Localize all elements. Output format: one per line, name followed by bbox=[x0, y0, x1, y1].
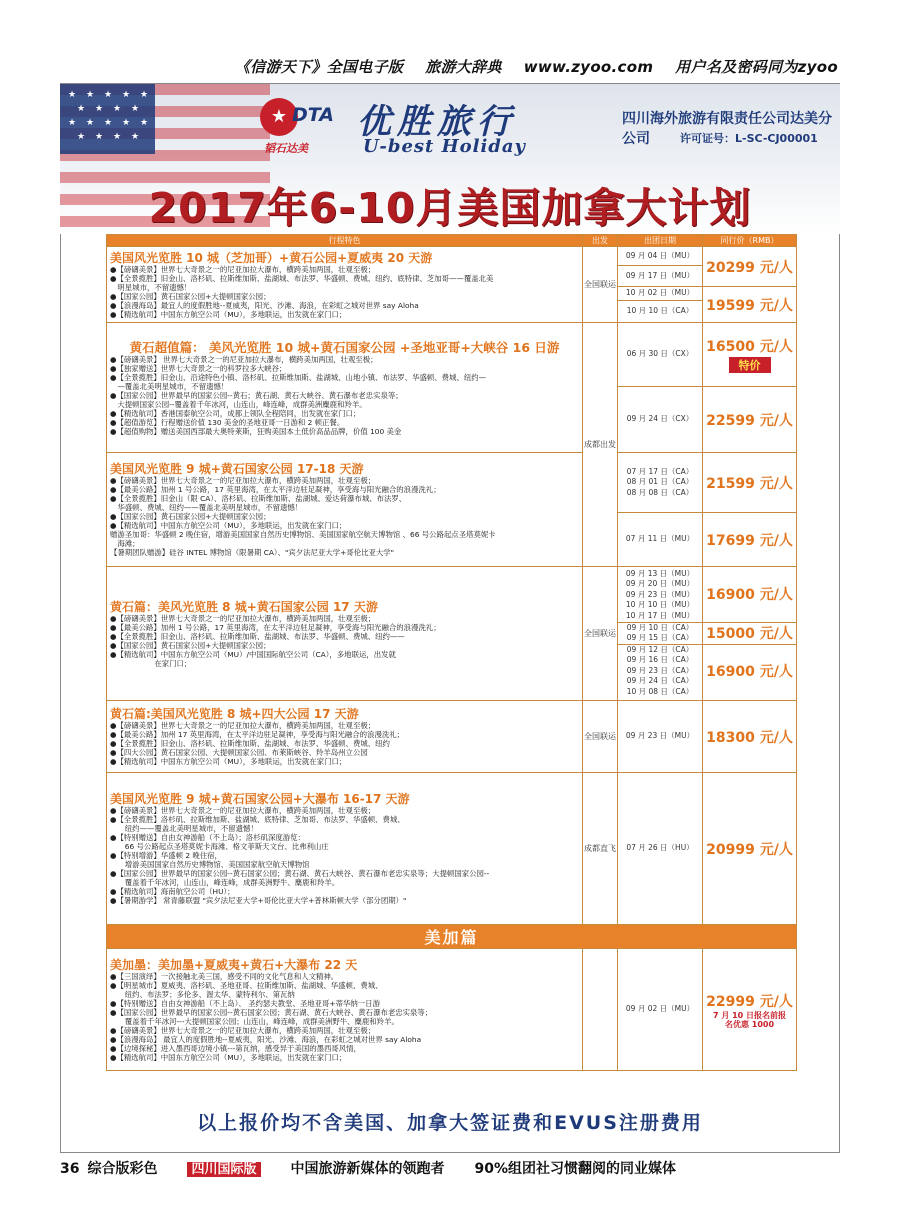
itinerary-line: ●【超值购物】赠送美国西部最大奥特莱斯，狂购美国本土低价高品品牌，价值 100 美金 bbox=[110, 426, 402, 436]
itinerary-line: 纽约、布法罗；多伦多、渥太华、蒙特利尔、第瓦纳 bbox=[110, 989, 295, 999]
departure-cell: 成都出发 bbox=[583, 323, 618, 567]
departure-cell: 成都直飞 bbox=[583, 773, 618, 925]
login-hint: 用户名及密码同为zyoo bbox=[675, 58, 838, 76]
date-entry: 08 月 01 日（CA） bbox=[626, 477, 694, 487]
brand-name: 优胜旅行 bbox=[357, 102, 517, 142]
itinerary-description bbox=[107, 567, 583, 701]
itinerary-description bbox=[107, 701, 583, 773]
date-cell bbox=[618, 453, 703, 513]
dta-logo-text: DTA bbox=[292, 104, 334, 126]
itinerary-line: 66 号公路起点圣塔莫妮卡海滩、格文菲斯天文台、比弗利山庄 bbox=[110, 842, 329, 851]
date-cell: 06 月 30 日（CX） bbox=[618, 323, 703, 387]
page-number: 36 bbox=[60, 1161, 80, 1177]
date-entry: 10 月 10 日（MU） bbox=[625, 600, 695, 609]
price-cell: 18300 元/人 bbox=[703, 701, 797, 773]
itinerary-line: ●【最美公路】加州 1 号公路，17 英里海湾，在太平洋边驻足凝神，享受海与阳光融合的浪漫洗礼； bbox=[110, 485, 441, 494]
price-cell bbox=[703, 323, 797, 387]
col-header-price: 同行价（RMB） bbox=[703, 235, 797, 247]
date-cell bbox=[618, 567, 703, 701]
date-entry: 08 月 08 日（CA） bbox=[626, 487, 694, 497]
price-group: 16900 元/人 bbox=[706, 663, 793, 680]
price-cell bbox=[703, 567, 797, 701]
itinerary-line: ●【暑期游学】 常青藤联盟 "宾夕法尼亚大学+哥伦比亚大学+普林斯顿大学（部分团期）" bbox=[110, 896, 407, 905]
date-entry: 09 月 10 日（CA） bbox=[626, 622, 694, 632]
company-name: 四川海外旅游有限责任公司达美分公司 bbox=[622, 111, 832, 147]
date-cell: 10 月 02 日（MU） bbox=[618, 287, 703, 301]
table-row bbox=[107, 247, 797, 266]
itinerary-line: 赠游圣加哥：华盛顿 2 晚住宿，增游美国国家自然历史博物馆、美国国家航空航天博物馆 、66 号公路起点圣塔莫妮卡 bbox=[110, 530, 496, 539]
price-group: 15000 元/人 bbox=[703, 623, 796, 645]
itinerary-line: ●【边境探秘】进入墨西哥边境小镇---第瓦纳，感受异于美国的墨西哥风情， bbox=[110, 1043, 361, 1053]
itinerary-line: ●【精选航司】中国东方航空公司（MU），多地联运，出发就在家门口； bbox=[110, 309, 347, 319]
price-cell bbox=[703, 949, 797, 1071]
date-cell: 09 月 02 日（MU） bbox=[618, 949, 703, 1071]
date-cell: 09 月 17 日（MU） bbox=[618, 266, 703, 287]
itinerary-line: ●【浪漫海岛】 最宜人的度假胜地--夏威夷，阳光、沙滩、海浪，在彩虹之城对世界 say Aloha bbox=[110, 1034, 422, 1044]
date-entry: 09 月 20 日（MU） bbox=[625, 579, 695, 588]
itinerary-line: 明星城市，不留遗憾！ bbox=[110, 282, 192, 292]
itinerary-line: ●【浪漫海岛】最宜人的度假胜地--夏威夷，阳光、沙滩、海浪，在彩虹之城对世界 say Aloha bbox=[110, 300, 419, 310]
itinerary-line: ●【三国演绎】一次接触北美三国，感受不同的文化气息和人文精神。 bbox=[110, 971, 339, 981]
publication-name: 《信游天下》全国电子版 bbox=[234, 58, 404, 76]
itinerary-title: 美加墨：美加墨+夏威夷+黄石+大瀑布 22 天 bbox=[110, 957, 358, 972]
date-entry: 10 月 17 日（MU） bbox=[625, 610, 695, 620]
section-banner: 美加篇 bbox=[107, 925, 797, 949]
itinerary-line: ●【精选航司】海南航空公司（HU）； bbox=[110, 887, 235, 896]
itinerary-line: ●【全景揽胜】旧金山（限 CA）、洛杉矶、拉斯维加斯、盐湖城、爱达荷瀑布城、布法罗、 bbox=[110, 494, 407, 503]
star-icon: ★ bbox=[260, 98, 298, 136]
itinerary-line: ●【最美公路】加州 17 英里海湾，在太平洋边驻足凝神，享受海与阳光融合的浪漫洗礼； bbox=[110, 730, 405, 739]
date-cell: 07 月 11 日（MU） bbox=[618, 513, 703, 567]
price-cell: 20999 元/人 bbox=[703, 773, 797, 925]
itinerary-line: 增游美国国家自然历史博物馆、美国国家航空航天博物馆 bbox=[110, 860, 310, 869]
itinerary-line: 覆盖着千年冰河，山连山，峰连峰，成群美洲野牛、麋鹿和羚羊。 bbox=[110, 878, 340, 887]
table-row bbox=[107, 453, 797, 513]
price-value: 16500 元/人 bbox=[706, 339, 793, 355]
date-entry: 07 月 17 日（CA） bbox=[626, 466, 694, 476]
itinerary-title: 黄石超值篇： 美风光览胜 10 城+黄石国家公园 +圣地亚哥+大峡谷 16 日游 bbox=[129, 339, 560, 355]
itinerary-line: ●【国家公园】黄石国家公园+大提顿国家公园； bbox=[110, 640, 271, 650]
itinerary-title: 黄石篇:美国风光览胜 8 城+四大公园 17 天游 bbox=[110, 707, 359, 721]
itinerary-line: ●【精选航司】中国东方航空公司（MU），多地联运，出发就在家门口； bbox=[110, 521, 347, 530]
date-entry: 09 月 12 日（CA） bbox=[626, 644, 694, 654]
footer-bar bbox=[60, 1158, 840, 1178]
table-row bbox=[107, 949, 797, 1071]
date-cell: 09 月 04 日（MU） bbox=[618, 247, 703, 266]
itinerary-line: ●【特别赠送】自由女神游船（不上岛）、 圣约瑟夫教堂、圣地亚哥+蒂华纳一日游 bbox=[110, 998, 380, 1008]
itinerary-line: ●【国家公园】世界最早的国家公园--黄石国家公园；黄石湖、黄石大峡谷、黄石瀑布老忠实泉等；大提顿国家公园-- bbox=[110, 869, 490, 878]
date-entry: 10 月 08 日（CA） bbox=[626, 686, 694, 696]
itinerary-line: ●【精选航司】中国东方航空公司（MU），多地联运，出发就在家门口； bbox=[110, 757, 347, 766]
price-cell: 22599 元/人 bbox=[703, 387, 797, 453]
departure-cell: 全国联运 bbox=[583, 701, 618, 773]
itinerary-title: 美国风光览胜 10 城（芝加哥）+黄石公园+夏威夷 20 天游 bbox=[110, 250, 433, 265]
itinerary-title: 美国风光览胜 9 城+黄石国家公园 17-18 天游 bbox=[110, 462, 364, 476]
license-number: 许可证号：L-SC-CJ00001 bbox=[680, 132, 818, 145]
departure-cell: 全国联运 bbox=[583, 567, 618, 701]
itinerary-line: ●【全景揽胜】旧金山、洛杉矶、拉斯维加斯、盐湖城、布法罗、华盛顿、费城、纽约 bbox=[110, 739, 390, 748]
itinerary-line: ●【磅礴美景】世界七大奇景之一的尼亚加拉大瀑布，横跨美加两国，壮观至极； bbox=[110, 806, 376, 815]
itinerary-line: ●【明星城市】夏威夷、洛杉矶、圣地亚哥、拉斯维加斯、盐湖城、华盛顿、费城、 bbox=[110, 980, 383, 990]
itinerary-line: ●【四大公园】黄石国家公园、大提顿国家公园、布莱斯峡谷、羚羊岛州立公园 bbox=[110, 748, 368, 757]
date-entry: 09 月 24 日（CA） bbox=[626, 676, 694, 685]
itinerary-line: ●【精选航司】香港国泰航空公司，成都上领队全程陪同，出发就在家门口； bbox=[110, 408, 361, 418]
date-group bbox=[618, 645, 702, 700]
date-entry: 09 月 15 日（CA） bbox=[626, 633, 694, 642]
top-banner bbox=[0, 56, 900, 77]
itinerary-line: ●【超值游览】行程赠送价值 130 美金的圣地亚哥一日游和 2 顿正餐。 bbox=[110, 417, 345, 427]
itinerary-line: ●【全景揽胜】洛杉矶、拉斯维加斯、盐湖城、底特律、芝加哥、布法罗、华盛顿、费城、 bbox=[110, 815, 405, 824]
page-title: 2017年6-10月美国加拿大计划 bbox=[148, 184, 752, 232]
itinerary-line: ●【磅礴美景】世界七大奇景之一的尼亚加拉大瀑布，横跨美加两国，壮观至极； bbox=[110, 721, 376, 730]
dictionary-label: 旅游大辞典 bbox=[425, 58, 502, 76]
departure-cell bbox=[583, 949, 618, 1071]
itinerary-line: —覆盖北美明星城市，不留遗憾！ bbox=[110, 381, 229, 391]
itinerary-line: ●【特别赠送】自由女神游船（不上岛）；洛杉矶深度游览： bbox=[110, 833, 305, 842]
itinerary-line: ●【精选航司】中国东方航空公司（MU），多地联运，出发就在家门口； bbox=[110, 1052, 347, 1062]
itinerary-line: 华盛顿、费城、纽约——覆盖北美明星城市，不留遗憾！ bbox=[110, 503, 303, 512]
itinerary-line: ●【磅礴美景】世界七大奇景之一的尼亚加拉大瀑布，横跨美加两国，壮观至极； bbox=[110, 613, 376, 623]
date-entry: 09 月 23 日（MU） bbox=[625, 589, 695, 599]
price-cell: 17699 元/人 bbox=[703, 513, 797, 567]
itinerary-line: 覆盖着千年冰河---大提顿国家公园；山连山，峰连峰，成群美洲野牛、麋鹿和羚羊。 bbox=[110, 1016, 399, 1026]
slogan-secondary: 90%组团社习惯翻阅的同业媒体 bbox=[474, 1161, 677, 1177]
itinerary-line: ●【国家公园】黄石国家公园+大提顿国家公园； bbox=[110, 512, 271, 521]
date-group bbox=[618, 568, 702, 623]
col-header-features: 行程特色 bbox=[107, 235, 583, 247]
us-flag-image: ★ ★ ★ ★ ★ ★ ★ ★ ★ ★ ★ ★ ★ ★ ★ ★ ★ ★ bbox=[60, 84, 270, 234]
itinerary-line: ●【全景揽胜】旧金山、洛杉矶、拉斯维加斯、盐湖城、布法罗、华盛顿、费城、纽约、底特律、芝加哥——覆盖北美 bbox=[110, 273, 494, 283]
dta-logo bbox=[260, 98, 334, 155]
itinerary-line: 纽约——覆盖北美明星城市，不留遗憾！ bbox=[110, 824, 258, 833]
col-header-departure: 出发 bbox=[583, 235, 618, 247]
table-row bbox=[107, 323, 797, 387]
table-row bbox=[107, 773, 797, 925]
itinerary-line: ●【国家公园】世界最早的国家公园--黄石；黄石湖、黄石大峡谷、黄石瀑布老忠实泉等； bbox=[110, 390, 403, 400]
early-bird-note: 7 月 10 日报名前报 bbox=[712, 1010, 787, 1020]
itinerary-line: ●【特别增游】华盛顿 2 晚住宿， bbox=[110, 851, 222, 860]
price-group: 16900 元/人 bbox=[703, 568, 796, 623]
itinerary-line: 【暑期团队赠游】硅谷 INTEL 博物馆（限暑期 CA）、"宾夕法尼亚大学+哥伦比亚大学" bbox=[110, 548, 395, 557]
table-header-row bbox=[107, 235, 797, 247]
itinerary-description bbox=[107, 453, 583, 567]
itinerary-line: ●【磅礴美景】世界七大奇景之一的尼亚加拉大瀑布，横跨美加两国，壮观至极； bbox=[110, 1025, 376, 1035]
col-header-dates: 出团日期 bbox=[618, 235, 703, 247]
date-cell: 09 月 23 日（MU） bbox=[618, 701, 703, 773]
price-value: 22999 元/人 bbox=[706, 993, 793, 1010]
itinerary-title: 黄石篇：美风光览胜 8 城+黄石国家公园 17 天游 bbox=[110, 599, 378, 614]
itinerary-line: ●【全景揽胜】旧金山、沿途特色小镇、洛杉矶、拉斯维加斯、盐湖城、山地小镇、布法罗、华盛顿、费城、纽约— bbox=[110, 372, 486, 382]
itinerary-line: ●【全景揽胜】旧金山、洛杉矶、拉斯维加斯、盐湖城、布法罗、华盛顿、费城、纽约—— bbox=[110, 631, 405, 641]
itinerary-line: ●【磅礴美景】世界七大奇景之一的尼亚加拉大瀑布，横跨美加两国，壮观至极； bbox=[110, 264, 376, 274]
price-cell: 19599 元/人 bbox=[703, 287, 797, 323]
itinerary-line: 在家门口； bbox=[110, 658, 192, 668]
itinerary-line: ●【精选航司】中国东方航空公司（MU）/中国国际航空公司（CA），多地联运，出发就 bbox=[110, 649, 396, 659]
date-entry: 09 月 23 日（CA） bbox=[626, 665, 694, 675]
special-offer-badge: 特价 bbox=[729, 357, 771, 373]
itinerary-line: 大提顿国家公园--覆盖着千年冰河，山连山，峰连峰，成群美洲麋鹿和羚羊。 bbox=[110, 399, 367, 409]
section-label: 综合版彩色 bbox=[87, 1161, 158, 1177]
itinerary-table bbox=[106, 234, 797, 1071]
dta-chinese-name: 韬石达美 bbox=[264, 142, 308, 155]
date-group bbox=[618, 623, 702, 645]
price-disclaimer: 以上报价均不含美国、加拿大签证费和EVUS注册费用 bbox=[197, 1112, 703, 1134]
itinerary-line: ●【国家公园】黄石国家公园+大提顿国家公园； bbox=[110, 291, 271, 301]
date-entry: 09 月 16 日（CA） bbox=[626, 655, 694, 664]
date-cell: 09 月 24 日（CX） bbox=[618, 387, 703, 453]
date-entry: 09 月 13 日（MU） bbox=[625, 568, 695, 578]
website-link[interactable]: www.zyoo.com bbox=[523, 58, 654, 76]
itinerary-line: ●【独家赠送】世界七大奇景之一的科罗拉多大峡谷； bbox=[110, 363, 287, 373]
itinerary-line: ●【国家公园】世界最早的国家公园--黄石国家公园；黄石湖、黄石大峡谷、黄石瀑布老忠实泉等； bbox=[110, 1007, 433, 1017]
itinerary-line: ●【磅礴美景】世界七大奇景之一的尼亚加拉大瀑布，横跨美加两国，壮观至极； bbox=[110, 476, 376, 485]
itinerary-description bbox=[107, 247, 583, 323]
section-banner-row bbox=[107, 925, 797, 949]
price-cell: 20299 元/人 bbox=[703, 247, 797, 287]
itinerary-description bbox=[107, 323, 583, 453]
itinerary-title: 美国风光览胜 9 城+黄石国家公园+大瀑布 16-17 天游 bbox=[110, 792, 410, 806]
edition-badge: 四川国际版 bbox=[187, 1162, 260, 1177]
brand-english: U-best Holiday bbox=[363, 136, 527, 157]
itinerary-line: ●【最美公路】加州 1 号公路，17 英里海湾，在太平洋边驻足凝神，享受海与阳光融合的浪漫洗礼； bbox=[110, 622, 441, 632]
price-cell: 21599 元/人 bbox=[703, 453, 797, 513]
departure-cell: 全国联运 bbox=[583, 247, 618, 323]
date-cell: 07 月 26 日（HU） bbox=[618, 773, 703, 925]
early-bird-note: 名优惠 1000 bbox=[724, 1019, 775, 1029]
itinerary-description bbox=[107, 949, 583, 1071]
table-row bbox=[107, 567, 797, 701]
date-cell: 10 月 10 日（CA） bbox=[618, 301, 703, 323]
itinerary-line: ●【磅礴美景】 世界七大奇景之一的尼亚加拉大瀑布，横跨美加两国，壮观至极； bbox=[110, 354, 378, 364]
slogan-primary: 中国旅游新媒体的领跑者 bbox=[290, 1161, 445, 1177]
itinerary-description bbox=[107, 773, 583, 925]
itinerary-line: 海滩； bbox=[110, 539, 140, 548]
table-row bbox=[107, 701, 797, 773]
